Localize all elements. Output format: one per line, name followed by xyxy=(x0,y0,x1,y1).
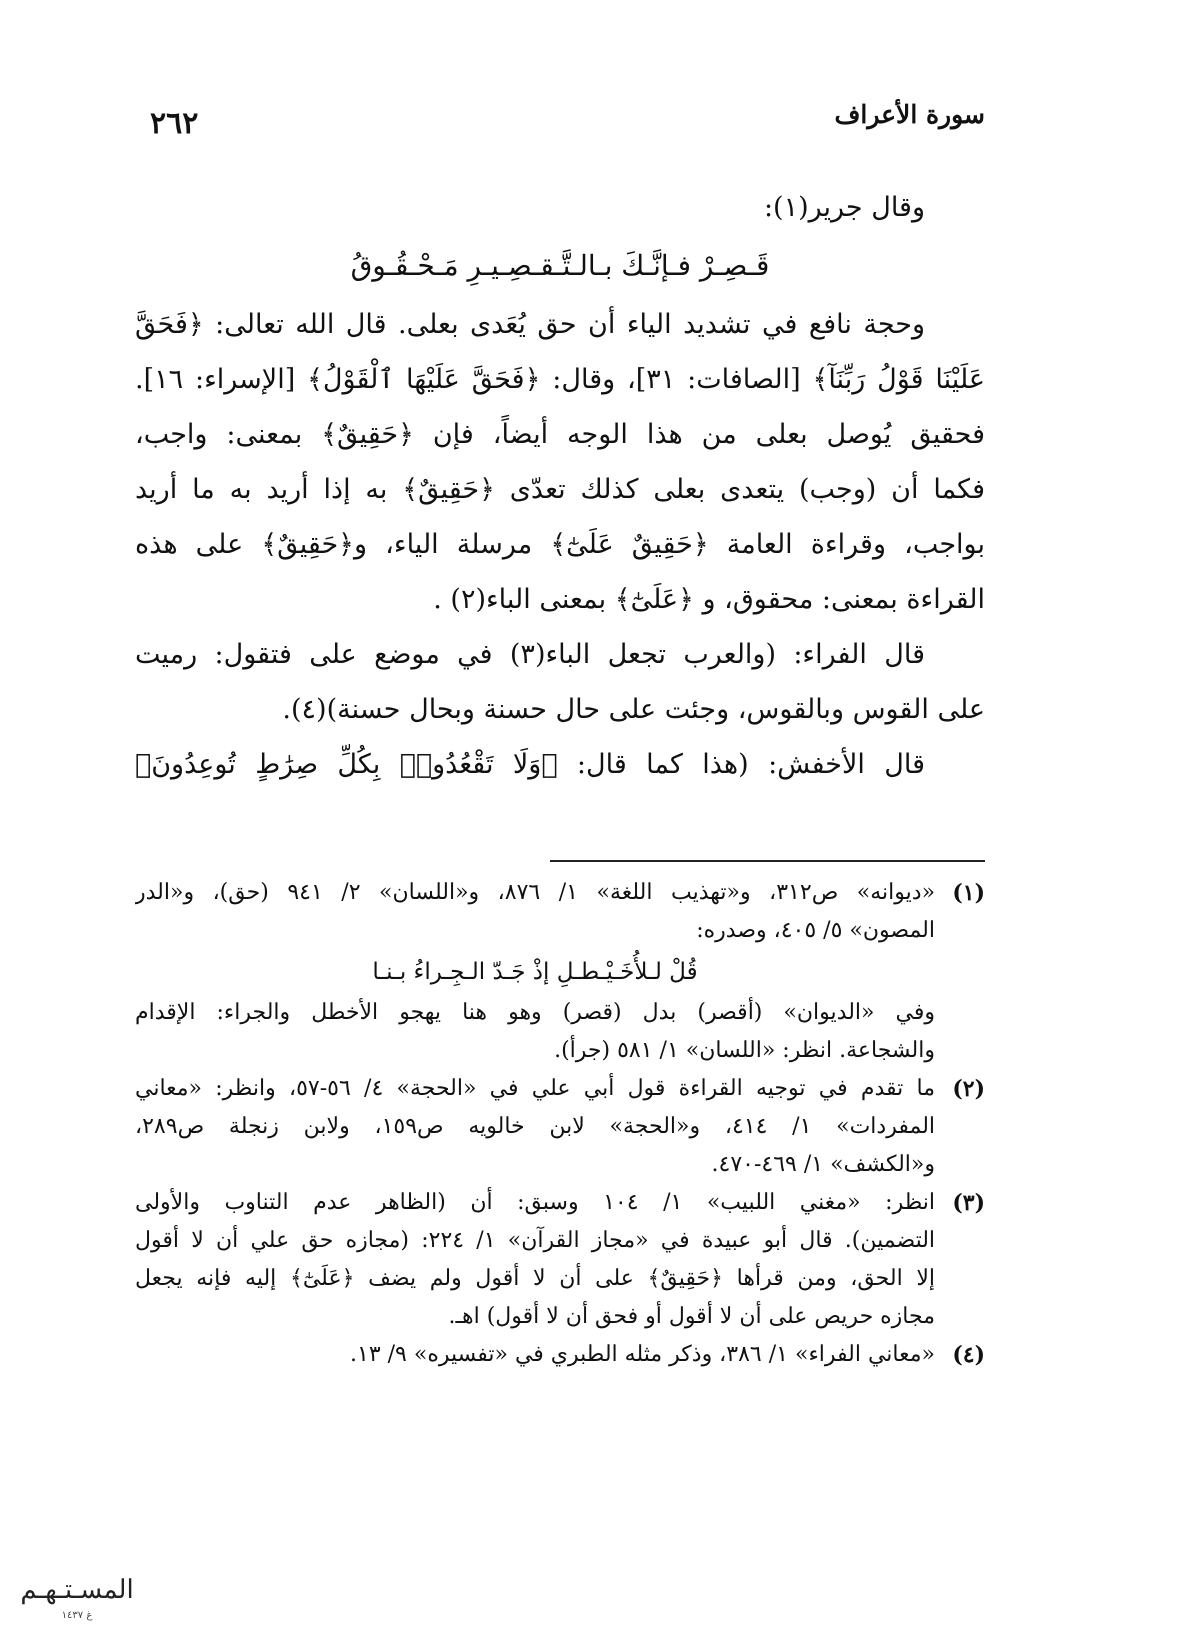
footnote-text: انظر: «مغني اللبيب» ١/ ١٠٤ وسبق: أن (الظاهر عدم التناوب والأولى xyxy=(135,1190,935,1215)
running-title: سورة الأعراف xyxy=(834,100,985,129)
text-line: عَلَيْنَا قَوْلُ رَبِّنَآ﴾ [الصافات: ٣١]، وقال: ﴿فَحَقَّ عَلَيْهَا ٱلْقَوْلُ﴾ [الإسراء: ١٦]. xyxy=(135,364,985,395)
footnote-number: (١) xyxy=(952,880,985,906)
text-line: فحقيق يُوصل بعلى من هذا الوجه أيضاً، فإن ﴿حَقِيقٌ﴾ بمعنى: واجب، xyxy=(135,419,985,450)
main-text xyxy=(135,180,985,792)
text-line: على القوس وبالقوس، وجئت على حال حسنة وبحال حسنة)(٤). xyxy=(282,694,985,725)
footnote-separator xyxy=(550,860,985,862)
footnote-text: «ديوانه» ص٣١٢، و«تهذيب اللغة» ١/ ٨٧٦، و«اللسان» ٢/ ٩٤١ (حق)، و«الدر xyxy=(135,880,936,905)
footnote-number: (٣) xyxy=(952,1190,985,1216)
publisher-watermark-logo xyxy=(15,1564,140,1624)
watermark-text: المسـتـهـم xyxy=(20,1575,134,1605)
footnote-4 xyxy=(135,1336,985,1374)
page-number: ٢٦٢ xyxy=(150,106,199,141)
footnote-1 xyxy=(135,874,985,1070)
text-line: فكما أن (وجب) يتعدى بعلى كذلك تعدّى ﴿حَقِيقٌ﴾ به إذا أريد به ما أريد xyxy=(135,474,985,505)
text-line: القراءة بمعنى: محقوق، و ﴿عَلَىٰٓ﴾ بمعنى الباء(٢) . xyxy=(433,584,985,615)
text-line: وحجة نافع في تشديد الياء أن حق يُعَدى بعلى. قال الله تعالى: ﴿فَحَقَّ xyxy=(135,309,925,340)
text-line: قال الفراء: (والعرب تجعل الباء(٣) في موضع على فتقول: رميت xyxy=(135,639,925,670)
footnote-number: (٢) xyxy=(952,1076,985,1102)
footnote-number: (٤) xyxy=(952,1342,985,1368)
page-header xyxy=(150,100,985,150)
footnote-text: «معاني الفراء» ١/ ٣٨٦، وذكر مثله الطبري في «تفسيره» ٩/ ١٣. xyxy=(350,1342,935,1367)
footnote-text: التضمين). قال أبو عبيدة في «مجاز القرآن» ١/ ٢٢٤: (مجازه حق علي أن لا أقول xyxy=(135,1228,936,1253)
footnote-2 xyxy=(135,1070,985,1184)
text-line: بواجب، وقراءة العامة ﴿حَقِيقٌ عَلَىٰٓ﴾ مرسلة الياء، و﴿حَقِيقٌ﴾ على هذه xyxy=(135,529,985,560)
poem-verse: قَـصِـرْ فـإنَّـكَ بـالـتَّـقـصِـيـرِ مَـحْـقُـوقُ xyxy=(350,249,770,282)
paragraph-farra xyxy=(135,627,985,737)
footnote-text: والشجاعة. انظر: «اللسان» ١/ ٥٨١ (جرأ). xyxy=(554,1038,935,1063)
paragraph-akhfash: قال الأخفش: (هذا كما قال: ﴿وَلَا تَقْعُدُوا۟ بِكُلِّ صِرَٰطٍ تُوعِدُونَ﴾ xyxy=(135,749,925,780)
footnote-verse: قُلْ لـلأُخَـيْـطـلِ إذْ جَـدّ الـجِـراءُ بـنـا xyxy=(372,959,698,985)
footnote-text: ما تقدم في توجيه القراءة قول أبي علي في «الحجة» ٤/ ٥٦-٥٧، وانظر: «معاني xyxy=(135,1076,935,1101)
watermark-subtext: غ ١٤٣٧ xyxy=(61,1610,93,1621)
footnote-text: إلا الحق، ومن قرأها ﴿حَقِيقٌ﴾ على أن لا أقول ولم يضف ﴿عَلَىٰٓ﴾ إليه فإنه يجعل xyxy=(135,1266,935,1291)
footnote-text: المفردات» ١/ ٤١٤، و«الحجة» لابن خالويه ص١٥٩، ولابن زنجلة ص٢٨٩، xyxy=(135,1114,936,1139)
footnote-text: المصون» ٥/ ٤٠٥، وصدره: xyxy=(696,918,935,943)
paragraph-nafi xyxy=(135,297,985,627)
footnote-3 xyxy=(135,1184,985,1336)
footnote-text: وفي «الديوان» (أقصر) بدل (قصر) وهو هنا يهجو الأخطل والجراء: الإقدام xyxy=(135,1000,935,1025)
footnote-text: مجازه حريص على أن لا أقول أو فحق أن لا أقول) اهـ. xyxy=(448,1304,935,1329)
intro-line: وقال جرير(١): xyxy=(763,192,925,223)
footnotes xyxy=(135,874,985,1374)
footnote-text: و«الكشف» ١/ ٤٦٩-٤٧٠. xyxy=(711,1152,935,1177)
